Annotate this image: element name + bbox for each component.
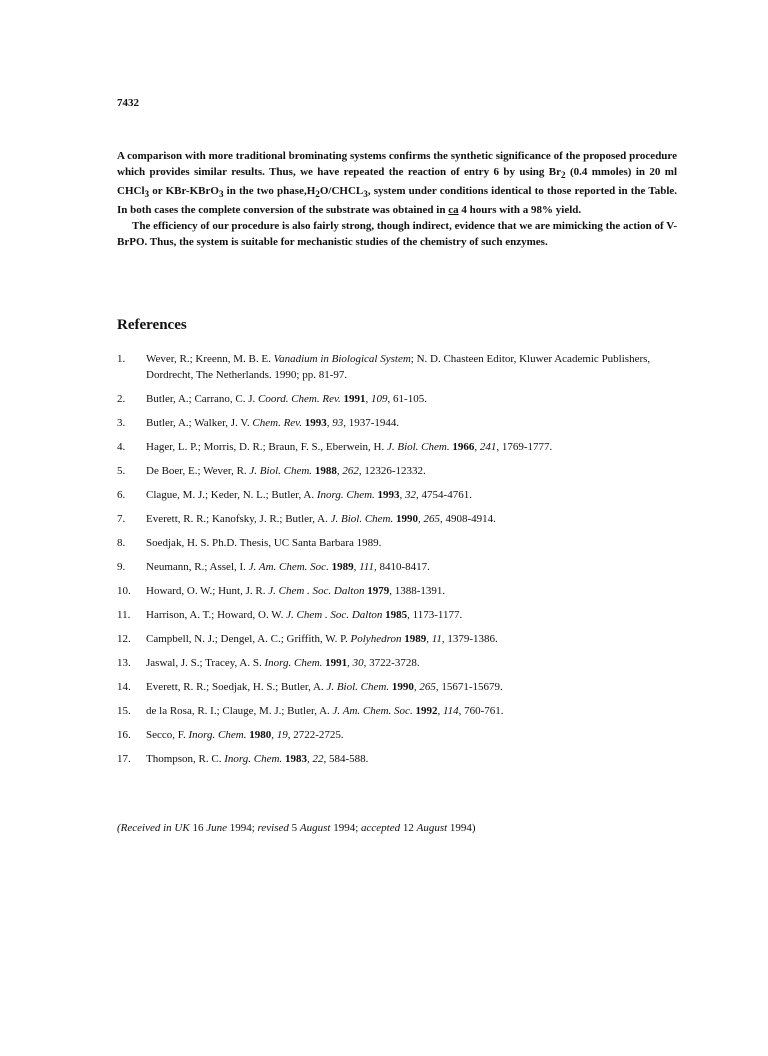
reference-journal: J. Biol. Chem.: [326, 681, 390, 693]
reference-item: [117, 415, 677, 431]
reference-rest: , 760-761.: [458, 705, 504, 717]
reference-text: [146, 655, 677, 671]
reference-item: [117, 463, 677, 479]
reference-text: [146, 751, 677, 767]
reference-text: [146, 727, 677, 743]
reference-rest: , 8410-8417.: [373, 561, 430, 573]
reference-authors: Harrison, A. T.; Howard, O. W.: [146, 609, 287, 621]
page-number: 7432: [117, 97, 139, 109]
reference-text: [146, 391, 677, 407]
reference-rest: , 61-105.: [387, 393, 427, 405]
reference-journal: J. Biol. Chem.: [386, 441, 450, 453]
reference-number: 4.: [117, 441, 126, 453]
reference-item: [117, 655, 677, 671]
reference-authors: Butler, A.; Walker, J. V.: [146, 417, 253, 429]
reference-journal: J. Biol. Chem.: [249, 465, 313, 477]
reference-item: [117, 727, 677, 743]
reference-item: [117, 631, 677, 647]
reference-text: [146, 703, 677, 719]
reference-authors: Clague, M. J.; Keder, N. L.; Butler, A.: [146, 489, 317, 501]
reference-year: 1989: [328, 561, 354, 573]
reference-journal: Inorg. Chem.: [188, 729, 247, 741]
reference-volume: , 93: [326, 417, 344, 429]
reference-volume: , 32: [399, 489, 417, 501]
reference-rest: , 1769-1777.: [496, 441, 553, 453]
reference-text: [146, 415, 677, 431]
reference-number: 13.: [117, 657, 131, 669]
reference-year: 1983: [282, 753, 307, 765]
reference-volume: , 19: [271, 729, 288, 741]
reference-year: 1991: [340, 393, 366, 405]
reference-journal: Inorg. Chem.: [264, 657, 323, 669]
reference-item: [117, 607, 677, 623]
reference-number: 3.: [117, 417, 126, 429]
reference-authors: Howard, O. W.; Hunt, J. R.: [146, 585, 269, 597]
reference-item: [117, 511, 677, 527]
reference-authors: Butler, A.; Carrano, C. J.: [146, 393, 258, 405]
reference-volume: , 241: [474, 441, 497, 453]
reference-text: [146, 559, 677, 575]
reference-rest: , 1388-1391.: [389, 585, 446, 597]
reference-item: [117, 703, 677, 719]
reference-authors: Secco, F.: [146, 729, 189, 741]
reference-journal: J. Chem . Soc. Dalton: [268, 585, 365, 597]
reference-year: 1992: [412, 705, 438, 717]
reference-number: 12.: [117, 633, 131, 645]
reference-item: [117, 559, 677, 575]
reference-authors: Campbell, N. J.; Dengel, A. C.; Griffith, W. P.: [146, 633, 351, 645]
reference-volume: , 265: [418, 513, 441, 525]
reference-journal: Inorg. Chem.: [224, 753, 283, 765]
paragraph-comparison: A comparison with more traditional brominating systems confirms the synthetic significance of the proposed procedure which provides similar results. Thus, we have repeated the reaction of entry 6 by using $Br_2$ (0.4 mmoles) in 20 ml CHCl$_3$ or KBr-KBrO$_3$ in the two $phase,H_2O/CHCL_3$, system under conditions identical to those reported in the Table. In both cases the complete conversion of the substrate was obtained in ca 4 hours with a 98% yield.: [117, 150, 678, 217]
reference-authors: Thompson, R. C.: [146, 753, 225, 765]
reference-rest: , 1937-1944.: [343, 417, 400, 429]
reference-text: [146, 511, 677, 527]
reference-item: [117, 583, 677, 599]
reference-authors: Hager, L. P.; Morris, D. R.; Braun, F. S., Eberwein, H.: [146, 441, 387, 453]
reference-text: [146, 631, 677, 647]
reference-journal: J. Am. Chem. Soc.: [332, 705, 413, 717]
reference-number: 10.: [117, 585, 131, 597]
references-heading: References: [117, 317, 187, 333]
reference-rest: , 4754-4761.: [416, 489, 472, 501]
reference-year: 1989: [401, 633, 427, 645]
reference-number: 2.: [117, 393, 126, 405]
reference-year: 1980: [246, 729, 272, 741]
reference-authors: De Boer, E.; Wever, R.: [146, 465, 250, 477]
reference-year: 1990: [393, 513, 419, 525]
references-list: [117, 351, 677, 775]
reference-text: [146, 679, 677, 695]
reference-journal: Chem. Rev.: [252, 417, 302, 429]
reference-rest: , 4908-4914.: [440, 513, 496, 525]
received-dates-footer: (Received in UK 16 June 1994; revised 5 August 1994; accepted 12 August 1994): [117, 822, 476, 834]
paragraph-efficiency: The efficiency of our procedure is also fairly strong, though indirect, evidence that we are mimicking the action of V-BrPO. Thus, the system is suitable for mechanistic studies of the chemistry of such enzymes.: [117, 220, 677, 249]
reference-text: [146, 535, 677, 551]
reference-item: [117, 679, 677, 695]
reference-year: 1993: [374, 489, 400, 501]
reference-number: 6.: [117, 489, 126, 501]
reference-volume: , 262: [336, 465, 359, 477]
reference-journal: Polyhedron: [350, 633, 402, 645]
reference-year: 1993: [302, 417, 327, 429]
reference-volume: , 265: [413, 681, 436, 693]
reference-volume: , 11: [426, 633, 442, 645]
reference-number: 8.: [117, 537, 126, 549]
reference-item: [117, 535, 677, 551]
reference-rest: , 12326-12332.: [358, 465, 426, 477]
reference-rest: , 584-588.: [323, 753, 369, 765]
reference-volume: , 114: [437, 705, 459, 717]
reference-text: [146, 351, 677, 383]
reference-volume: , 30: [347, 657, 364, 669]
reference-text: [146, 439, 677, 455]
reference-authors: Soedjak, H. S. Ph.D. Thesis, UC Santa Barbara 1989.: [146, 537, 382, 549]
reference-number: 16.: [117, 729, 131, 741]
reference-number: 15.: [117, 705, 131, 717]
reference-text: [146, 463, 677, 479]
reference-authors: Neumann, R.; Assel, I.: [146, 561, 249, 573]
reference-journal: J. Chem . Soc. Dalton: [286, 609, 383, 621]
reference-text: [146, 487, 677, 503]
reference-year: 1988: [312, 465, 337, 477]
reference-journal: Coord. Chem. Rev.: [258, 393, 341, 405]
reference-number: 9.: [117, 561, 126, 573]
reference-journal: J. Am. Chem. Soc.: [248, 561, 329, 573]
reference-item: [117, 751, 677, 767]
reference-item: [117, 351, 677, 383]
reference-year: 1966: [449, 441, 475, 453]
reference-number: 5.: [117, 465, 126, 477]
reference-volume: , 111: [353, 561, 374, 573]
reference-year: 1990: [389, 681, 414, 693]
reference-number: 11.: [117, 609, 131, 621]
reference-item: [117, 487, 677, 503]
reference-journal: Inorg. Chem.: [316, 489, 375, 501]
reference-volume: , 109: [365, 393, 388, 405]
reference-rest: , 2722-2725.: [287, 729, 344, 741]
reference-authors: Wever, R.; Kreenn, M. B. E.: [146, 353, 274, 365]
reference-year: 1985: [382, 609, 408, 621]
reference-journal: Vanadium in Biological System: [273, 353, 411, 365]
reference-text: [146, 583, 677, 599]
reference-rest: , 15671-15679.: [435, 681, 503, 693]
reference-item: [117, 391, 677, 407]
reference-authors: de la Rosa, R. I.; Clauge, M. J.; Butler, A.: [146, 705, 333, 717]
body-text: [117, 148, 677, 250]
reference-journal: J. Biol. Chem.: [330, 513, 394, 525]
reference-number: 7.: [117, 513, 126, 525]
reference-rest: , 3722-3728.: [363, 657, 420, 669]
reference-year: 1991: [322, 657, 348, 669]
reference-rest: , 1173-1177.: [407, 609, 463, 621]
reference-authors: Everett, R. R.; Soedjak, H. S.; Butler, A.: [146, 681, 327, 693]
reference-text: [146, 607, 677, 623]
reference-authors: Jaswal, J. S.; Tracey, A. S.: [146, 657, 265, 669]
reference-year: 1979: [364, 585, 390, 597]
reference-number: 1.: [117, 353, 126, 365]
reference-item: [117, 439, 677, 455]
reference-number: 14.: [117, 681, 131, 693]
reference-volume: , 22: [306, 753, 324, 765]
reference-rest: , 1379-1386.: [441, 633, 498, 645]
reference-rest: ; N. D. Chasteen Editor, Kluwer Academic Publishers, Dordrecht, The Netherlands. 1990; pp. 81-97.: [146, 353, 651, 381]
reference-number: 17.: [117, 753, 131, 765]
reference-authors: Everett, R. R.; Kanofsky, J. R.; Butler, A.: [146, 513, 331, 525]
